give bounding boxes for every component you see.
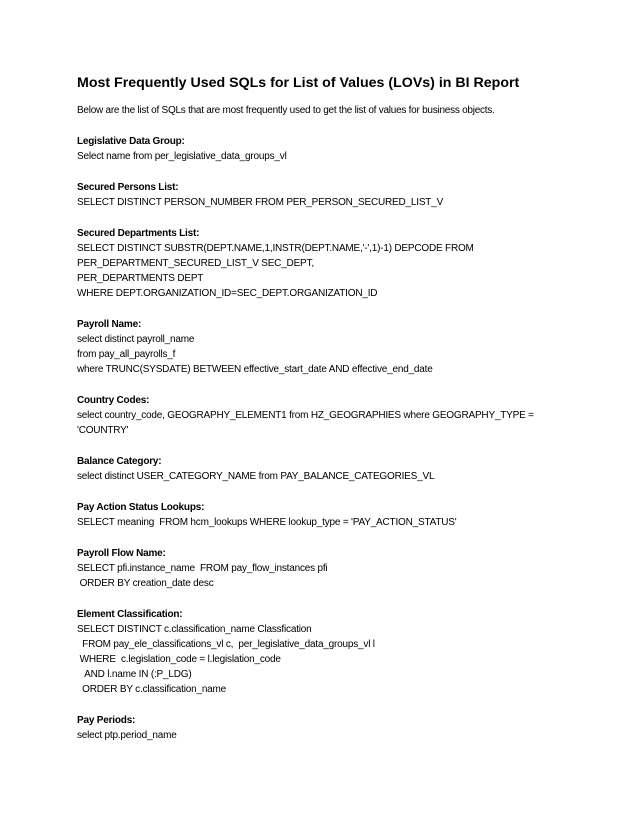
- sql-line: SELECT DISTINCT PERSON_NUMBER FROM PER_PERSON_SECURED_LIST_V: [77, 197, 444, 208]
- lov-section: [77, 607, 577, 697]
- sql-line: FROM pay_ele_classifications_vl c, per_legislative_data_groups_vl l: [77, 639, 375, 650]
- lov-section: [77, 226, 577, 301]
- section-heading: Balance Category:: [77, 456, 162, 467]
- sql-line: WHERE c.legislation_code = l.legislation_code: [77, 654, 281, 665]
- sql-line: SELECT pfi.instance_name FROM pay_flow_instances pfi: [77, 563, 328, 574]
- sql-line: PER_DEPARTMENT_SECURED_LIST_V SEC_DEPT,: [77, 258, 314, 269]
- lov-section: [77, 317, 577, 377]
- sql-line: where TRUNC(SYSDATE) BETWEEN effective_start_date AND effective_end_date: [77, 364, 433, 375]
- section-heading: Secured Departments List:: [77, 228, 200, 239]
- sql-line: ORDER BY creation_date desc: [77, 578, 214, 589]
- section-heading: Pay Periods:: [77, 715, 136, 726]
- lov-section: [77, 454, 577, 484]
- lov-section: [77, 500, 577, 530]
- sql-line: 'COUNTRY': [77, 425, 129, 436]
- lov-section: [77, 546, 577, 591]
- sql-line: select distinct USER_CATEGORY_NAME from PAY_BALANCE_CATEGORIES_VL: [77, 471, 435, 482]
- lov-section: [77, 180, 577, 210]
- section-heading: Payroll Flow Name:: [77, 548, 166, 559]
- sql-line: select ptp.period_name: [77, 730, 177, 741]
- section-heading: Payroll Name:: [77, 319, 142, 330]
- sql-line: ORDER BY c.classification_name: [77, 684, 227, 695]
- lov-section: [77, 134, 577, 164]
- intro-paragraph: Below are the list of SQLs that are most frequently used to get the list of values for business objects.: [77, 105, 495, 116]
- sql-line: from pay_all_payrolls_f: [77, 349, 176, 360]
- sql-line: AND l.name IN (:P_LDG): [77, 669, 192, 680]
- sql-line: WHERE DEPT.ORGANIZATION_ID=SEC_DEPT.ORGANIZATION_ID: [77, 288, 378, 299]
- sql-line: SELECT meaning FROM hcm_lookups WHERE lookup_type = 'PAY_ACTION_STATUS': [77, 517, 457, 528]
- section-heading: Pay Action Status Lookups:: [77, 502, 205, 513]
- sql-line: select distinct payroll_name: [77, 334, 195, 345]
- sections-container: [77, 134, 577, 743]
- section-heading: Legislative Data Group:: [77, 136, 185, 147]
- document-page: [77, 74, 577, 759]
- section-heading: Country Codes:: [77, 395, 150, 406]
- lov-section: [77, 393, 577, 438]
- sql-line: select country_code, GEOGRAPHY_ELEMENT1 from HZ_GEOGRAPHIES where GEOGRAPHY_TYPE =: [77, 410, 534, 421]
- document-title: Most Frequently Used SQLs for List of Values (LOVs) in BI Report: [77, 75, 520, 91]
- sql-line: SELECT DISTINCT SUBSTR(DEPT.NAME,1,INSTR(DEPT.NAME,'-',1)-1) DEPCODE FROM: [77, 243, 474, 254]
- sql-line: Select name from per_legislative_data_groups_vl: [77, 151, 287, 162]
- section-heading: Secured Persons List:: [77, 182, 179, 193]
- lov-section: [77, 713, 577, 743]
- section-heading: Element Classification:: [77, 609, 183, 620]
- sql-line: PER_DEPARTMENTS DEPT: [77, 273, 204, 284]
- sql-line: SELECT DISTINCT c.classification_name Classfication: [77, 624, 312, 635]
